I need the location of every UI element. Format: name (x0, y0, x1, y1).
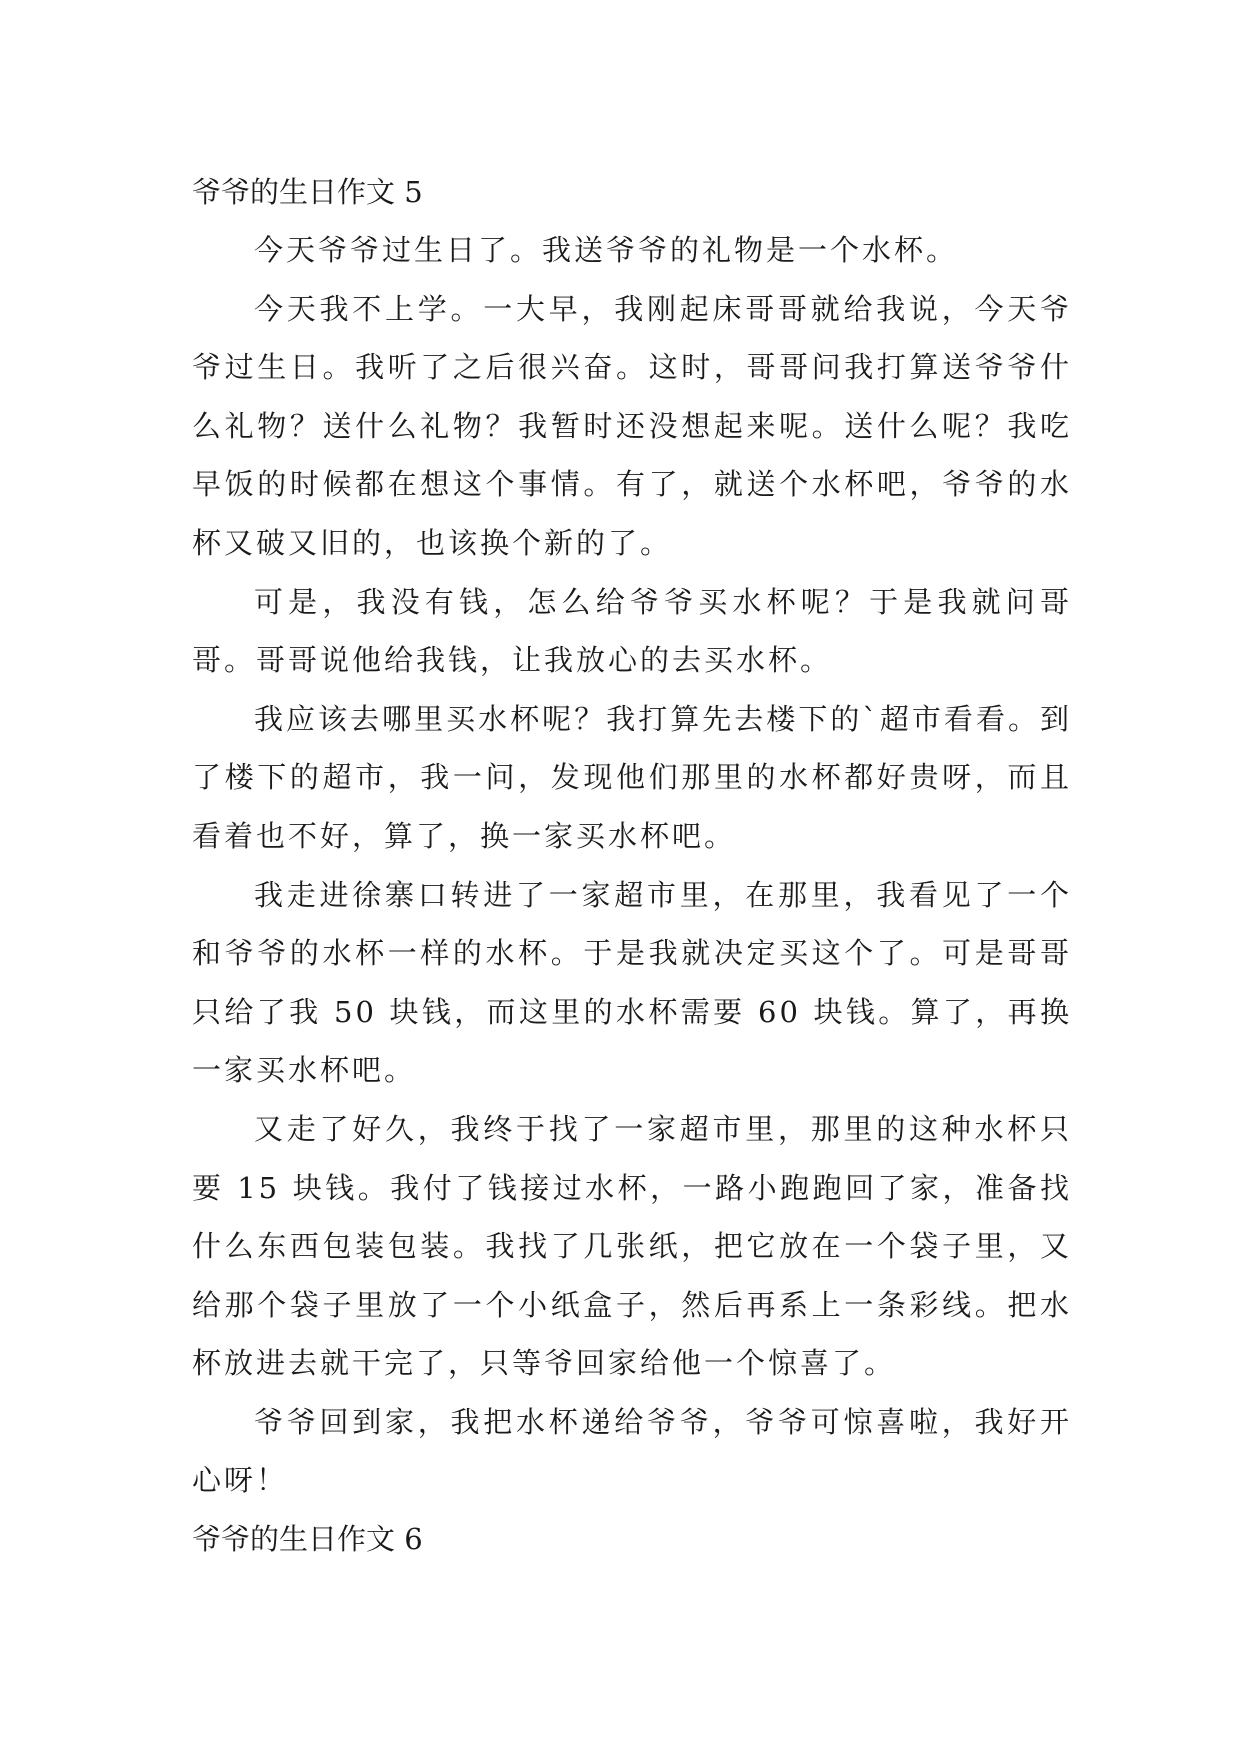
paragraph: 又走了好久，我终于找了一家超市里，那里的这种水杯只要 15 块钱。我付了钱接过水杯，一路小跑跑回了家，准备找什么东西包装包装。我找了几张纸，把它放在一个袋子里，又给那个袋子里放了一个小纸盒子，然后再系上一条彩线。把水杯放进去就干完了，只等爷回家给他一个惊喜了。 (192, 1111, 1072, 1381)
paragraph: 我走进徐寨口转进了一家超市里，在那里，我看见了一个和爷爷的水杯一样的水杯。于是我就决定买这个了。可是哥哥只给了我 50 块钱，而这里的水杯需要 60 块钱。算了，再换一家买水杯吧。 (192, 877, 1072, 1088)
paragraph: 今天爷爷过生日了。我送爷爷的礼物是一个水杯。 (254, 233, 959, 267)
document-body (192, 163, 1072, 1568)
paragraph: 今天我不上学。一大早，我刚起床哥哥就给我说，今天爷爷过生日。我听了之后很兴奋。这时，哥哥问我打算送爷爷什么礼物？送什么礼物？我暂时还没想起来呢。送什么呢？我吃早饭的时候都在想这个事情。有了，就送个水杯吧，爷爷的水杯又破又旧的，也该换个新的了。 (192, 291, 1072, 560)
essay-title-5: 爷爷的生日作文 5 (192, 175, 423, 209)
paragraph: 可是，我没有钱，怎么给爷爷买水杯呢？于是我就问哥哥。哥哥说他给我钱，让我放心的去买水杯。 (192, 584, 1072, 678)
essay-title-6: 爷爷的生日作文 6 (192, 1522, 423, 1557)
paragraph: 我应该去哪里买水杯呢？我打算先去楼下的`超市看看。到了楼下的超市，我一问，发现他们那里的水杯都好贵呀，而且看着也不好，算了，换一家买水杯吧。 (192, 701, 1072, 853)
paragraph: 爷爷回到家，我把水杯递给爷爷，爷爷可惊喜啦，我好开心呀！ (192, 1404, 1072, 1498)
